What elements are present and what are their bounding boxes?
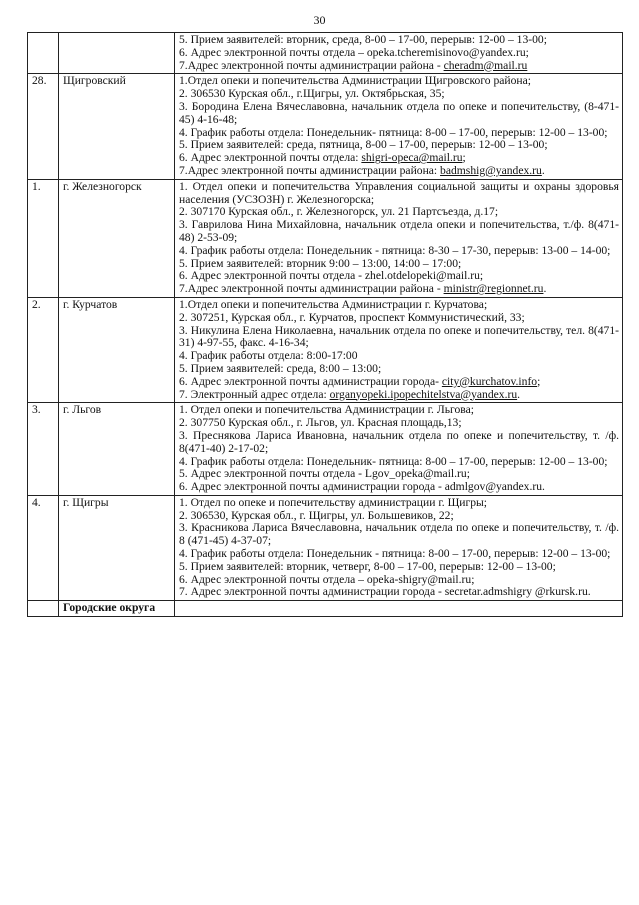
district-name: Щигровский — [59, 74, 175, 179]
detail-line: 4. График работы отдела: Понедельник - пятница: 8-00 – 17-00, перерыв: 12-00 – 13-00; — [179, 547, 611, 561]
district-name: г. Льгов — [59, 403, 175, 496]
detail-line: 7. Адрес электронной почты администрации города - secretar.admshigry @rkursk.ru. — [179, 585, 591, 599]
detail-line: 1. Отдел опеки и попечительства Управления социальной защиты и охраны здоровья населения (УСЗОЗН) г. Железногорска; — [179, 179, 619, 206]
office-details — [175, 403, 623, 496]
detail-line: 4. График работы отдела: Понедельник- пятница: 8-00 – 17-00, перерыв: 12-00 – 13-00; — [179, 125, 608, 139]
detail-line: 3. Красникова Лариса Вячеславовна, начальник отдела по опеке и попечительству, т. /ф. 8 (471-45) 4-37-07; — [179, 521, 619, 548]
detail-line: 5. Прием заявителей: вторник, четверг, 8-00 – 17-00, перерыв: 12-00 – 13-00; — [179, 559, 556, 573]
detail-line: 1. Отдел по опеке и попечительству администрации г. Щигры; — [179, 495, 488, 509]
table-row — [28, 179, 623, 297]
detail-line: 5. Адрес электронной почты отдела - Lgov_opeka@mail.ru; — [179, 467, 470, 481]
row-number: 1. — [28, 179, 59, 297]
detail-line: 5. Прием заявителей: среда, пятница, 8-00 – 17-00, перерыв: 12-00 – 13-00; — [179, 138, 548, 152]
table-row — [28, 403, 623, 496]
email-link[interactable]: cheradm@mail.ru — [443, 58, 528, 72]
detail-line: 7.Адрес электронной почты администрации района - ministr@regionnet.ru. — [179, 282, 547, 296]
district-name — [59, 33, 175, 74]
offices-table-body — [28, 33, 623, 617]
email-link[interactable]: shigri-opeca@mail.ru — [361, 151, 463, 165]
detail-line: 1. Отдел опеки и попечительства Администрации г. Льгова; — [179, 403, 474, 417]
office-details — [175, 495, 623, 600]
detail-line: 6. Адрес электронной почты отдела – opeka.tcheremisinovo@yandex.ru; — [179, 45, 529, 59]
office-details — [175, 33, 623, 74]
detail-line: 2. 306530 Курская обл., г.Щигры, ул. Октябрьская, 35; — [179, 87, 445, 101]
email-link[interactable]: badmshig@yandex.ru — [440, 163, 542, 177]
detail-line: 3. Преснякова Лариса Ивановна, начальник отдела по опеке и попечительству, т. /ф. 8(471-40) 2-17-02; — [179, 428, 619, 455]
row-number: 4. — [28, 495, 59, 600]
detail-line: 4. График работы отдела: Понедельник- пятница: 8-00 – 17-00, перерыв: 12-00 – 13-00; — [179, 454, 608, 468]
detail-line: 7.Адрес электронной почты администрации района - cheradm@mail.ru — [179, 58, 528, 72]
table-row — [28, 297, 623, 402]
row-number: 2. — [28, 297, 59, 402]
row-number: 28. — [28, 74, 59, 179]
offices-table — [27, 32, 623, 617]
district-name: Городские округа — [59, 601, 175, 617]
detail-line: 2. 307750 Курская обл., г. Льгов, ул. Красная площадь,13; — [179, 416, 462, 430]
detail-line: 3. Никулина Елена Николаевна, начальник отдела по опеке и попечительству, тел. 8(471-31) 4-97-55, факс. 4-16-34; — [179, 323, 619, 350]
detail-line: 2. 307170 Курская обл., г. Железногорск, ул. 21 Партсъезда, д.17; — [179, 205, 499, 219]
detail-line: 4. График работы отдела: 8:00-17:00 — [179, 349, 358, 363]
table-row — [28, 495, 623, 600]
detail-line: 6. Адрес электронной почты администрации города - admlgov@yandex.ru. — [179, 480, 545, 494]
table-row — [28, 33, 623, 74]
row-number — [28, 33, 59, 74]
row-number — [28, 601, 59, 617]
detail-line: 5. Прием заявителей: среда, 8:00 – 13:00; — [179, 361, 382, 375]
detail-line: 6. Адрес электронной почты отдела: shigri-opeca@mail.ru; — [179, 151, 466, 165]
email-link[interactable]: organyopeki.ipopechitelstva@yandex.ru — [329, 387, 518, 401]
table-row — [28, 74, 623, 179]
detail-line: 2. 306530, Курская обл., г. Щигры, ул. Большевиков, 22; — [179, 508, 454, 522]
detail-line: 7. Электронный адрес отдела: organyopeki.ipopechitelstva@yandex.ru. — [179, 387, 521, 401]
office-details — [175, 297, 623, 402]
detail-line: 5. Прием заявителей: вторник 9:00 – 13:00, 14:00 – 17:00; — [179, 256, 462, 270]
detail-line: 6. Адрес электронной почты администрации города- city@kurchatov.info; — [179, 374, 541, 388]
detail-line: 7.Адрес электронной почты администрации района: badmshig@yandex.ru. — [179, 163, 545, 177]
page-number: 30 — [313, 13, 326, 27]
district-name: г. Щигры — [59, 495, 175, 600]
office-details — [175, 74, 623, 179]
office-details — [175, 601, 623, 617]
table-row — [28, 601, 623, 617]
detail-line: 6. Адрес электронной почты отдела – opeka-shigry@mail.ru; — [179, 572, 475, 586]
office-details — [175, 179, 623, 297]
detail-line: 3. Гаврилова Нина Михайловна, начальник отдела опеки и попечительства, т./ф. 8(471-48) 2-53-09; — [179, 218, 619, 244]
detail-line: 4. График работы отдела: Понедельник - пятница: 8-30 – 17-30, перерыв: 13-00 – 14-00; — [179, 243, 611, 257]
email-link[interactable]: ministr@regionnet.ru — [443, 282, 544, 296]
row-number: 3. — [28, 403, 59, 496]
detail-line: 5. Прием заявителей: вторник, среда, 8-00 – 17-00, перерыв: 12-00 – 13-00; — [179, 33, 547, 46]
detail-line: 2. 307251, Курская обл., г. Курчатов, проспект Коммунистический, 33; — [179, 310, 525, 324]
district-name: г. Железногорск — [59, 179, 175, 297]
district-name: г. Курчатов — [59, 297, 175, 402]
detail-line: 1.Отдел опеки и попечительства Администрации г. Курчатова; — [179, 297, 488, 311]
detail-line: 6. Адрес электронной почты отдела - zhel.otdelopeki@mail.ru; — [179, 269, 484, 283]
detail-line: 3. Бородина Елена Вячеславовна, начальник отдела по опеке и попечительству, (8-471-45) 4-16-48; — [179, 99, 619, 126]
email-link[interactable]: city@kurchatov.info — [441, 374, 538, 388]
detail-line: 1.Отдел опеки и попечительства Администрации Щигровского района; — [179, 74, 532, 88]
